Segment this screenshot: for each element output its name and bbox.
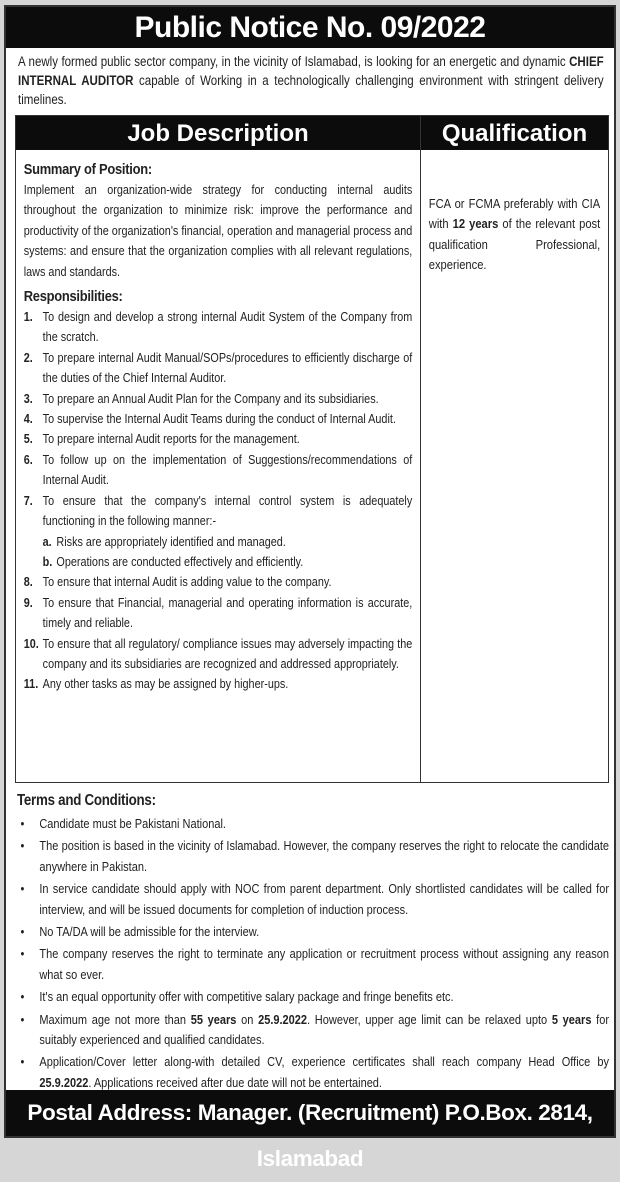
- responsibilities-heading: Responsibilities:: [23, 288, 123, 306]
- item-number: 1.: [23, 310, 33, 325]
- item-number: 7.: [23, 493, 33, 508]
- item-number: 8.: [23, 575, 33, 590]
- sub-item-letter: b.: [42, 554, 53, 569]
- text-segment: In service candidate should apply with NOC from parent department. Only shortlisted candidates will be called for interview, and will be issued documents for completion of induction process.: [39, 881, 609, 917]
- text-segment: of the relevant post qualification Professional, experience.: [428, 216, 601, 273]
- responsibility-item: [24, 572, 413, 592]
- bold-text: 25.9.2022: [39, 1074, 89, 1090]
- bold-text: 25.9.2022: [258, 1011, 308, 1027]
- sub-item-letter: a.: [42, 534, 52, 549]
- summary-heading: Summary of Position:: [23, 161, 152, 178]
- responsibility-item: [24, 348, 413, 389]
- term-text: [39, 924, 259, 939]
- bold-text: 55 years: [190, 1011, 237, 1027]
- item-number: 4.: [23, 412, 33, 427]
- terms-list: [17, 814, 609, 1093]
- item-text: To ensure that all regulatory/ compliance issues may adversely impacting the company and its subsidiaries are recognized and addressed appropriately.: [42, 636, 413, 671]
- item-text: Any other tasks as may be assigned by higher-ups.: [42, 677, 289, 692]
- responsibility-item: [24, 491, 413, 573]
- sub-item-text: Operations are conducted effectively and efficiently.: [56, 554, 304, 569]
- bullet-icon: •: [20, 1054, 25, 1070]
- terms-section: [17, 791, 609, 1095]
- text-segment: A newly formed public sector company, in the vicinity of Islamabad, is looking for an energetic and dynamic: [18, 54, 570, 69]
- item-number: 5.: [23, 432, 33, 447]
- intro-paragraph: [6, 48, 614, 109]
- bullet-icon: •: [20, 924, 25, 940]
- item-text: To supervise the Internal Audit Teams during the conduct of Internal Audit.: [42, 412, 396, 427]
- job-table: [15, 115, 609, 783]
- item-text: To prepare an Annual Audit Plan for the Company and its subsidiaries.: [42, 391, 379, 406]
- bold-text: CHIEF INTERNAL AUDITOR: [18, 54, 604, 88]
- item-text: To prepare internal Audit reports for the management.: [42, 432, 300, 447]
- bold-text: 12 years: [452, 216, 499, 232]
- item-text: To prepare internal Audit Manual/SOPs/procedures to efficiently discharge of the duties of the Chief Internal Auditor.: [42, 350, 413, 386]
- responsibility-item: [24, 389, 413, 409]
- responsibility-item: [24, 429, 413, 449]
- responsibility-item: [24, 593, 413, 634]
- text-segment: Application/Cover letter along-with detailed CV, experience certificates shall reach company Head Office by: [39, 1054, 609, 1070]
- term-text: [39, 946, 609, 981]
- notice-title: Public Notice No. 09/2022: [6, 7, 614, 48]
- qualification-heading: Qualification: [421, 116, 608, 152]
- term-item: [17, 1052, 609, 1093]
- bold-text: 5 years: [551, 1011, 592, 1027]
- qualification-text: [421, 152, 608, 276]
- text-segment: No TA/DA will be admissible for the interview.: [39, 924, 260, 940]
- responsibilities-list: [24, 307, 413, 695]
- text-segment: The position is based in the vicinity of Islamabad. However, the company reserves the right to relocate the candidate anywhere in Pakistan.: [39, 838, 609, 874]
- term-item: [17, 944, 609, 985]
- bullet-icon: •: [20, 816, 25, 831]
- bullet-icon: •: [20, 946, 25, 962]
- term-item: [17, 814, 609, 834]
- text-segment: FCA or FCMA preferably with CIA with: [428, 196, 601, 232]
- text-segment: capable of Working in a technologically challenging environment with stringent delivery timelines.: [18, 73, 604, 107]
- responsibility-item: [24, 409, 413, 429]
- term-item: [17, 987, 609, 1007]
- item-text: To ensure that internal Audit is adding value to the company.: [42, 575, 332, 590]
- text-segment: It's an equal opportunity offer with competitive salary package and fringe benefits etc.: [39, 989, 454, 1005]
- item-number: 2.: [23, 350, 33, 365]
- term-text: [39, 1012, 609, 1047]
- item-text: To follow up on the implementation of Suggestions/recommendations of Internal Audit.: [42, 452, 413, 488]
- term-text: [39, 881, 609, 916]
- sub-item: [24, 552, 413, 572]
- text-segment: on: [236, 1011, 259, 1027]
- public-notice: [4, 5, 616, 1171]
- term-item: [17, 836, 609, 877]
- responsibility-item: [24, 307, 413, 348]
- text-segment: for suitably experienced and qualified candidates.: [39, 1011, 609, 1048]
- item-number: 11.: [23, 677, 39, 692]
- text-segment: . Applications received after due date will not be entertained.: [88, 1074, 382, 1090]
- bullet-icon: •: [20, 1011, 25, 1027]
- job-description-column: [16, 116, 421, 782]
- text-segment: Candidate must be Pakistani National.: [39, 816, 226, 831]
- item-number: 10.: [23, 636, 39, 651]
- sub-item-text: Risks are appropriately identified and managed.: [56, 534, 286, 549]
- text-segment: Maximum age not more than: [39, 1011, 191, 1027]
- terms-heading: Terms and Conditions:: [17, 792, 156, 809]
- bullet-icon: •: [20, 881, 25, 897]
- text-segment: . However, upper age limit can be relaxed upto: [307, 1011, 552, 1027]
- term-item: [17, 922, 609, 942]
- sub-item: [24, 532, 413, 552]
- term-item: [17, 1010, 609, 1051]
- term-text: [39, 838, 609, 873]
- item-number: 9.: [23, 595, 33, 610]
- item-text: To ensure that the company's internal control system is adequately functioning in the following manner:-: [42, 493, 413, 529]
- bullet-icon: •: [20, 838, 25, 854]
- item-text: To ensure that Financial, managerial and operating information is accurate, timely and reliable.: [42, 595, 413, 631]
- postal-address: Postal Address: Manager. (Recruitment) P.O.Box. 2814, Islamabad: [6, 1090, 614, 1136]
- responsibility-item: [24, 450, 413, 491]
- term-text: [39, 816, 226, 831]
- item-number: 6.: [23, 452, 33, 467]
- job-description-heading: Job Description: [16, 116, 420, 152]
- term-text: [39, 989, 453, 1004]
- text-segment: The company reserves the right to terminate any application or recruitment process without assigning any reason what so ever.: [39, 946, 609, 982]
- summary-text: Implement an organization-wide strategy for conducting internal audits throughout the organization to minimize risk: improve the performance and productivity of the organization's financial, operation and managerial process and systems: and ensure that the organization complies with all relevant regulations, laws and standards.: [23, 183, 413, 279]
- term-text: [39, 1054, 609, 1089]
- responsibility-item: [24, 674, 413, 694]
- bullet-icon: •: [20, 989, 25, 1005]
- item-text: To design and develop a strong internal Audit System of the Company from the scratch.: [42, 310, 413, 345]
- item-number: 3.: [23, 391, 33, 406]
- responsibility-item: [24, 634, 413, 675]
- term-item: [17, 879, 609, 920]
- qualification-column: [421, 116, 608, 782]
